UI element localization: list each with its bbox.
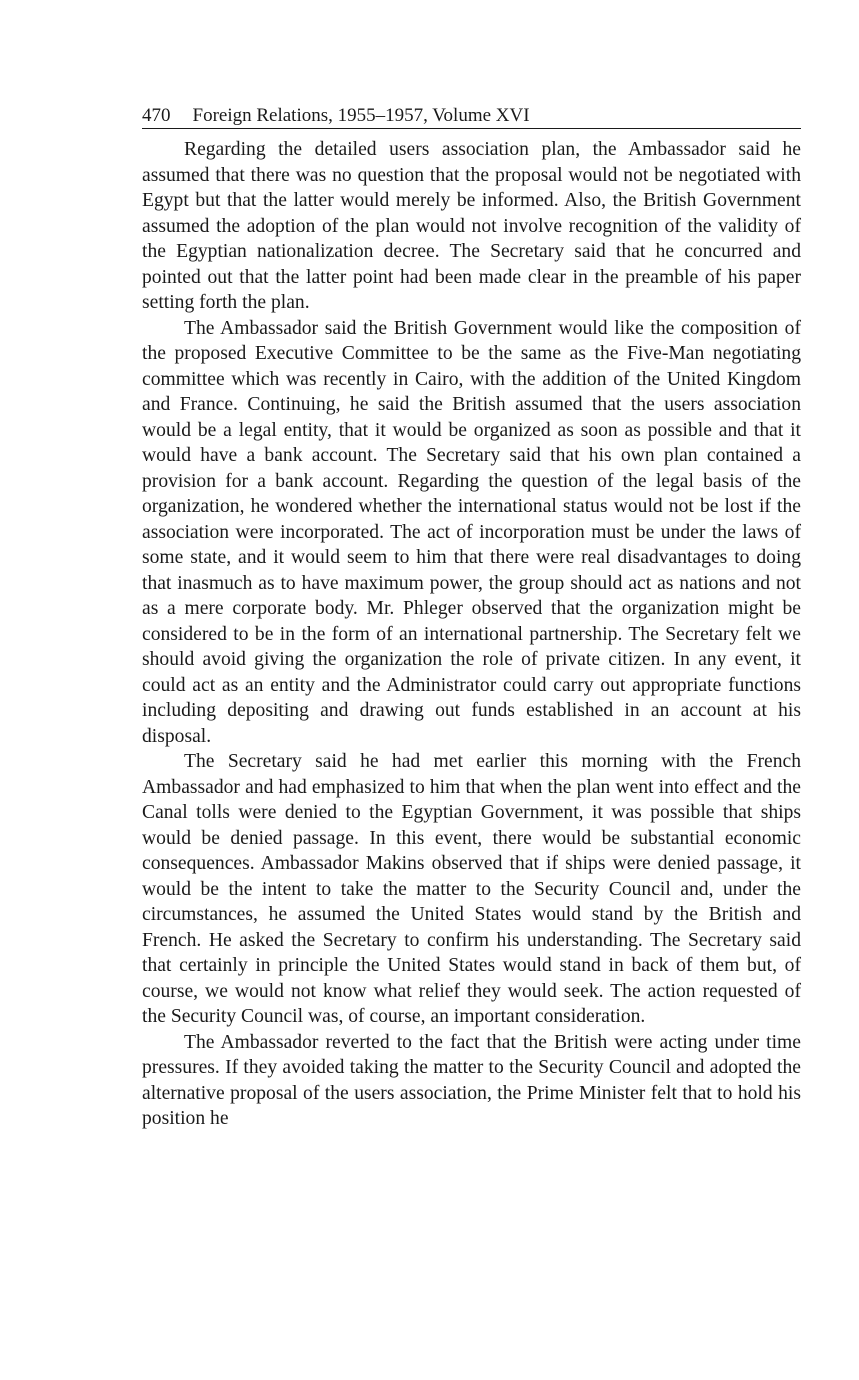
document-page bbox=[142, 104, 801, 1132]
paragraph-users-association-plan: Regarding the detailed users association plan, the Ambassador said he assumed that there was no question that the proposal would not be negotiated with Egypt but that the latter would merely be informed. Also, the British Government assumed the adoption of the plan would not involve recognition of the validity of the Egyptian nationalization decree. The Secretary said that he concurred and pointed out that the latter point had been made clear in the preamble of his paper setting forth the plan. bbox=[142, 139, 801, 313]
running-title: Foreign Relations, 1955–1957, Volume XVI bbox=[192, 105, 530, 126]
paragraph-french-ambassador: The Secretary said he had met earlier this morning with the French Ambassador and had emphasized to him that when the plan went into effect and the Canal tolls were denied to the Egyptian Government, it was possible that ships would be denied passage. In this event, there would be substantial economic consequences. Ambassador Makins observed that if ships were denied passage, it would be the intent to take the matter to the Security Council and, under the circumstances, he assumed the United States would stand by the British and French. He asked the Secretary to confirm his understanding. The Secretary said that certainly in principle the United States would stand in back of them but, of course, we would not know what relief they would seek. The action requested of the Security Council was, of course, an important consideration. bbox=[142, 751, 801, 1027]
page-number: 470 bbox=[142, 105, 171, 126]
running-head bbox=[142, 104, 801, 129]
paragraph-executive-committee: The Ambassador said the British Government would like the composition of the proposed Executive Committee to be the same as the Five-Man negotiating committee which was recently in Cairo, with the addition of the United Kingdom and France. Continuing, he said the British assumed that the users association would be a legal entity, that it would be organized as soon as possible and that it would have a bank account. The Secretary said that his own plan contained a provision for a bank account. Regarding the question of the legal basis of the organization, he wondered whether the international status would not be lost if the association were incorporated. The act of incorporation must be under the laws of some state, and it would seem to him that there were real disadvantages to doing that inasmuch as to have maximum power, the group should act as nations and not as a mere corporate body. Mr. Phleger observed that the organization might be considered to be in the form of an international partnership. The Secretary felt we should avoid giving the organization the role of private citizen. In any event, it could act as an entity and the Administrator could carry out appropriate functions including depositing and drawing out funds established in an account at his disposal. bbox=[142, 317, 801, 747]
paragraph-time-pressures: The Ambassador reverted to the fact that the British were acting under time pressures. If they avoided taking the matter to the Security Council and adopted the alternative proposal of the users association, the Prime Minister felt that to hold his position he bbox=[142, 1031, 801, 1129]
